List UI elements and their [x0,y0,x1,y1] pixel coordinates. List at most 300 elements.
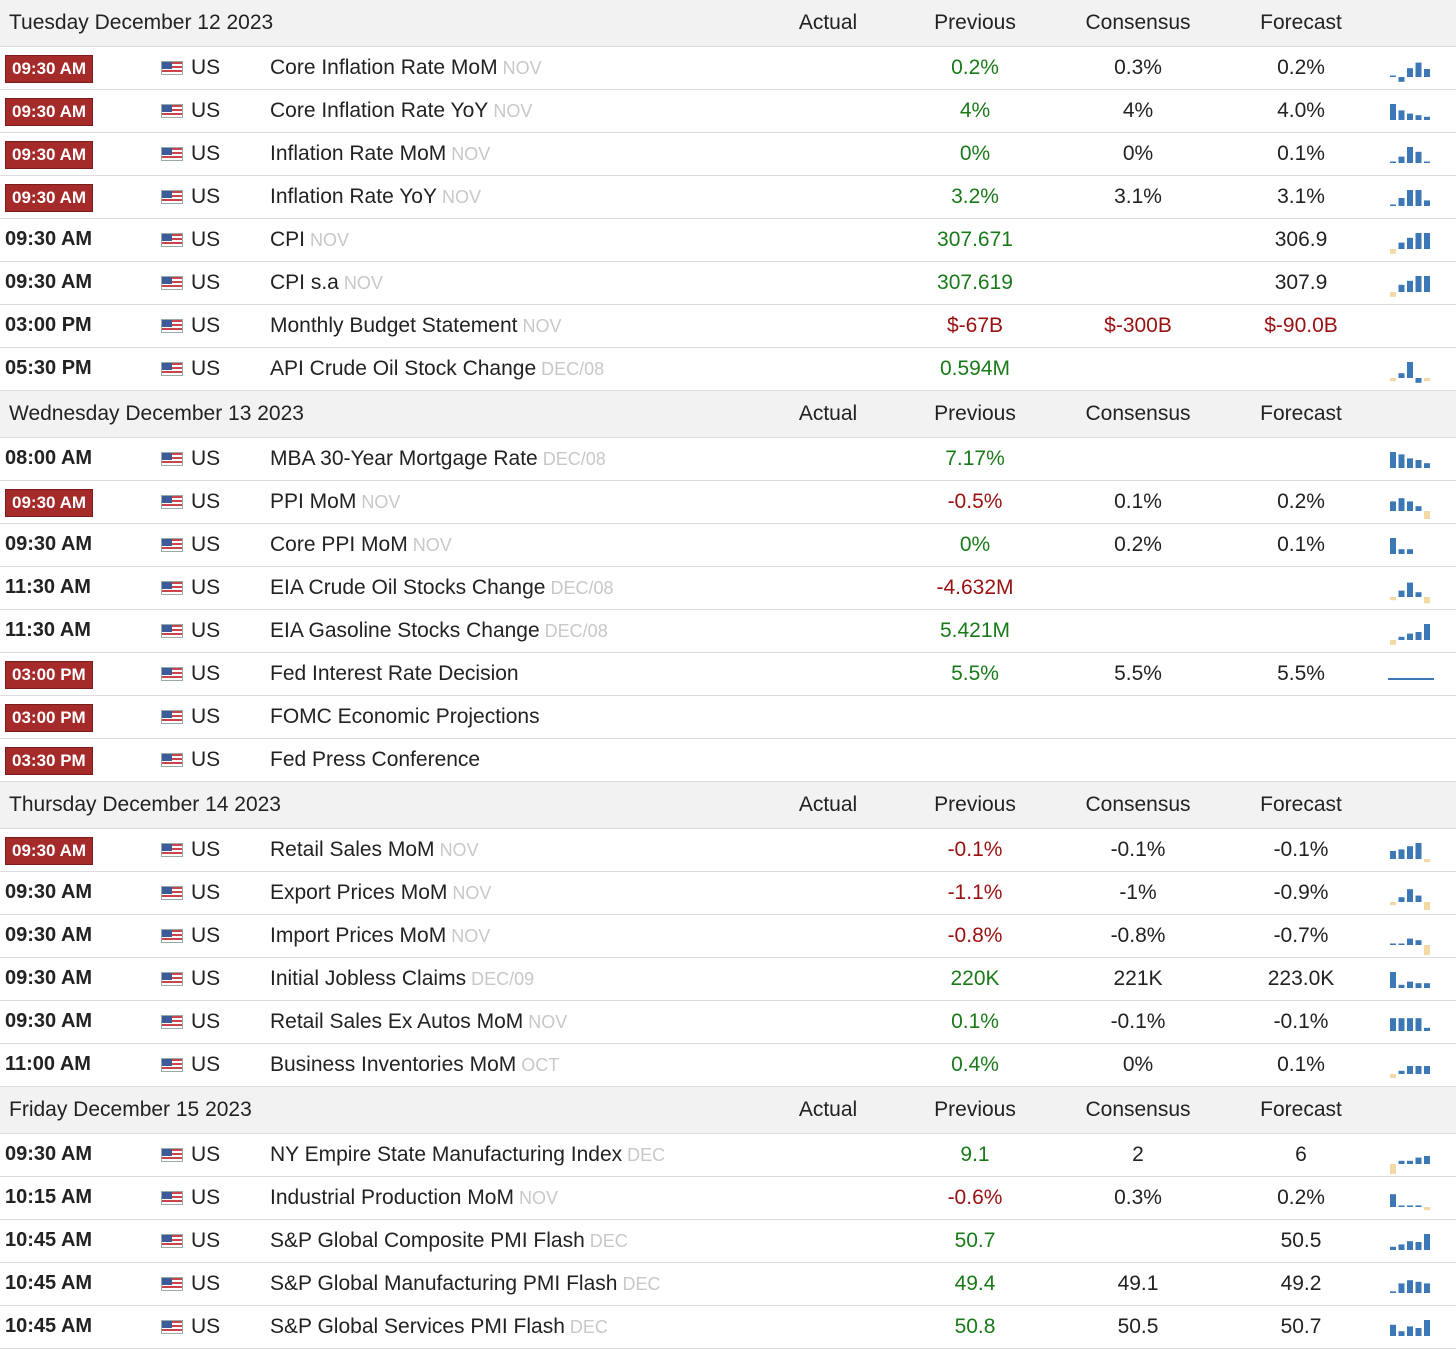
sparkline-bar [1416,896,1422,902]
event-country: US [191,271,221,294]
event-name[interactable] [270,619,608,643]
sparkline-bar [1407,889,1413,902]
sparkline-bar [1390,851,1396,859]
table-row[interactable] [0,305,1456,348]
event-name[interactable] [270,185,481,209]
forecast-value: 223.0K [1267,967,1335,990]
sparkline-bar [1399,637,1405,640]
sparkline-chart[interactable] [1388,438,1436,478]
event-time: 09:30 AM [5,881,93,903]
event-time: 09:30 AM [5,141,93,169]
event-country: US [191,1010,221,1033]
sparkline-bar [1407,982,1413,988]
sparkline-bar [1399,1331,1405,1336]
event-name-label: API Crude Oil Stock Change [270,357,537,380]
forecast-value: 49.2 [1280,1272,1322,1295]
event-name[interactable] [270,1010,567,1034]
sparkline-bar [1407,939,1413,945]
event-country: US [191,838,221,861]
us-flag-icon [161,1234,183,1248]
event-country: US [191,447,221,470]
consensus-value: -0.1% [1110,1010,1166,1033]
event-name-label: MBA 30-Year Mortgage Rate [270,447,538,470]
event-reference-period: NOV [452,883,492,903]
event-reference-period: DEC [627,1145,666,1165]
event-name[interactable] [270,748,480,772]
sparkline-bar [1416,940,1422,945]
sparkline-bar [1399,1283,1405,1293]
table-row[interactable] [0,1177,1456,1220]
sparkline-chart[interactable] [1388,133,1436,173]
sparkline-bar [1416,276,1422,292]
sparkline-bar [1407,549,1413,554]
sparkline-bar [1416,1282,1422,1293]
event-reference-period: DEC/08 [541,359,605,379]
column-header-actual[interactable]: Actual [798,11,858,34]
event-name[interactable] [270,576,614,600]
event-country: US [191,748,221,771]
table-row[interactable] [0,872,1456,915]
event-time: 11:30 AM [5,619,91,641]
event-name-label: S&P Global Composite PMI Flash [270,1229,585,1252]
table-row[interactable] [0,653,1456,696]
sparkline-chart[interactable] [1388,305,1436,345]
sparkline-bar [1399,549,1405,554]
sparkline-bar [1390,249,1396,254]
event-time: 10:45 AM [5,1272,93,1294]
event-reference-period: DEC/08 [544,621,608,641]
us-flag-icon [161,495,183,509]
us-flag-icon [161,581,183,595]
column-header-forecast[interactable]: Forecast [1260,402,1342,425]
event-country: US [191,662,221,685]
previous-value: -0.1% [947,838,1003,861]
sparkline-bar [1424,200,1430,206]
event-name[interactable] [270,142,490,166]
event-time: 09:30 AM [5,98,93,126]
day-date: Friday December 15 2023 [9,1098,252,1121]
sparkline-bar [1399,498,1405,511]
forecast-value: 0.1% [1277,142,1325,165]
sparkline-bar [1399,1161,1405,1164]
day-header [0,1087,1456,1134]
event-name[interactable] [270,357,604,381]
consensus-value: 0% [1122,142,1154,165]
sparkline-bar [1399,1071,1405,1074]
sparkline-bar [1407,147,1413,163]
sparkline-bar [1424,859,1430,862]
sparkline-bar [1416,152,1422,163]
event-name[interactable] [270,490,400,514]
previous-value: -0.8% [947,924,1003,947]
sparkline-chart[interactable] [1388,348,1436,388]
column-header-forecast[interactable]: Forecast [1260,11,1342,34]
event-name[interactable] [270,56,542,80]
forecast-value: $-90.0B [1264,314,1338,337]
sparkline-bar [1424,69,1430,77]
sparkline-chart[interactable] [1388,524,1436,564]
column-header-actual[interactable]: Actual [798,793,858,816]
sparkline-bar [1424,233,1430,249]
event-reference-period: NOV [528,1012,568,1032]
sparkline-bar [1399,897,1405,902]
event-country: US [191,185,221,208]
sparkline-bar [1390,597,1396,600]
event-reference-period: DEC [622,1274,661,1294]
sparkline-bar [1407,583,1413,597]
table-row[interactable] [0,524,1456,567]
consensus-value: -1% [1119,881,1157,904]
table-row[interactable] [0,348,1456,391]
event-name-label: EIA Gasoline Stocks Change [270,619,540,642]
sparkline-bar [1399,985,1405,988]
sparkline-bar [1407,238,1413,249]
event-reference-period: NOV [361,492,401,512]
table-row[interactable] [0,133,1456,176]
sparkline-chart[interactable] [1388,481,1436,521]
consensus-value: 4% [1122,99,1154,122]
sparkline-bar [1424,378,1430,381]
event-name-label: CPI s.a [270,271,339,294]
event-name[interactable] [270,447,606,471]
us-flag-icon [161,667,183,681]
sparkline-bar [1399,1018,1405,1031]
sparkline-bar [1424,1156,1430,1164]
event-country: US [191,705,221,728]
sparkline-bar [1416,190,1422,206]
column-header-consensus[interactable]: Consensus [1085,11,1191,34]
sparkline-bar [1416,1158,1422,1164]
sparkline-chart[interactable] [1388,90,1436,130]
event-name-label: Inflation Rate MoM [270,142,447,165]
sparkline-bar [1424,463,1430,468]
column-header-actual[interactable]: Actual [798,1098,858,1121]
forecast-value: 0.2% [1277,56,1325,79]
sparkline-chart[interactable] [1388,610,1436,650]
event-time: 09:30 AM [5,1010,93,1032]
event-reference-period: DEC/08 [542,449,606,469]
consensus-value: 0% [1122,1053,1154,1076]
event-time: 05:30 PM [5,357,92,379]
us-flag-icon [161,190,183,204]
event-name[interactable] [270,1229,628,1253]
sparkline-bar [1407,1018,1413,1031]
table-row[interactable] [0,610,1456,653]
sparkline-bar [1399,373,1405,378]
event-reference-period: DEC [589,1231,628,1251]
table-row[interactable] [0,219,1456,262]
event-country: US [191,314,221,337]
event-name-label: Initial Jobless Claims [270,967,467,990]
sparkline-chart[interactable] [1388,872,1436,912]
event-country: US [191,142,221,165]
consensus-value: -0.8% [1110,924,1166,947]
sparkline-chart[interactable] [1388,739,1436,779]
us-flag-icon [161,276,183,290]
sparkline-bar [1407,458,1413,468]
sparkline-bar [1407,1161,1413,1164]
sparkline-bar [1399,285,1405,292]
previous-value: 307.671 [937,228,1013,251]
sparkline-chart[interactable] [1388,915,1436,955]
table-row[interactable] [0,915,1456,958]
sparkline-chart[interactable] [1388,176,1436,216]
event-reference-period: NOV [343,273,383,293]
table-row[interactable] [0,1263,1456,1306]
column-header-actual[interactable]: Actual [798,402,858,425]
us-flag-icon [161,886,183,900]
consensus-value: 221K [1113,967,1163,990]
sparkline-bar [1390,501,1396,511]
sparkline-bar [1424,162,1430,164]
event-name-label: PPI MoM [270,490,357,513]
sparkline-bar [1407,190,1413,206]
event-name-label: Fed Press Conference [270,748,481,771]
sparkline-chart[interactable] [1388,1177,1436,1217]
event-country: US [191,1143,221,1166]
column-header-previous[interactable]: Previous [934,793,1016,816]
forecast-value: -0.9% [1273,881,1329,904]
sparkline-bar [1390,162,1396,164]
column-header-consensus[interactable]: Consensus [1085,402,1191,425]
event-name[interactable] [270,228,349,252]
sparkline-bar [1416,843,1422,859]
sparkline-bar [1416,983,1422,988]
table-row[interactable] [0,47,1456,90]
column-header-previous[interactable]: Previous [934,11,1016,34]
sparkline-bar [1390,452,1396,468]
event-reference-period: NOV [451,926,491,946]
sparkline-bar [1399,110,1405,120]
table-row[interactable] [0,481,1456,524]
table-row[interactable] [0,262,1456,305]
previous-value: -0.6% [947,1186,1003,1209]
sparkline-chart[interactable] [1388,653,1436,693]
table-row[interactable] [0,176,1456,219]
event-name[interactable] [270,967,534,991]
sparkline-bar [1407,68,1413,77]
sparkline-bar [1390,1018,1396,1031]
sparkline-chart[interactable] [1388,829,1436,869]
sparkline-chart[interactable] [1388,1306,1436,1346]
consensus-value: 50.5 [1117,1315,1159,1338]
sparkline-bar [1390,1291,1396,1293]
sparkline-chart[interactable] [1388,262,1436,302]
table-row[interactable] [0,829,1456,872]
event-name-label: S&P Global Manufacturing PMI Flash [270,1272,618,1295]
sparkline-bar [1390,972,1396,988]
sparkline-bar [1407,281,1413,292]
event-country: US [191,56,221,79]
event-name[interactable] [270,314,562,338]
event-time: 09:30 AM [5,184,93,212]
event-time: 08:00 AM [5,447,93,469]
column-header-forecast[interactable]: Forecast [1260,793,1342,816]
us-flag-icon [161,1015,183,1029]
event-name[interactable] [270,533,452,557]
previous-value: 5.421M [939,619,1011,642]
table-row[interactable] [0,1306,1456,1349]
us-flag-icon [161,362,183,376]
event-name[interactable] [270,1053,559,1077]
previous-value: 7.17% [945,447,1005,470]
event-name-label: Fed Interest Rate Decision [270,662,519,685]
sparkline-chart[interactable] [1388,1001,1436,1041]
event-time: 11:00 AM [5,1053,91,1075]
event-time: 09:30 AM [5,489,93,517]
event-name[interactable] [270,1272,660,1296]
forecast-value: -0.1% [1273,1010,1329,1033]
sparkline-chart[interactable] [1388,1263,1436,1303]
event-country: US [191,881,221,904]
event-reference-period: NOV [518,1188,558,1208]
sparkline-bar [1416,378,1422,383]
consensus-value: 2 [1132,1143,1144,1166]
previous-value: 0.4% [951,1053,999,1076]
sparkline-bar [1416,460,1422,468]
event-time: 09:30 AM [5,271,93,293]
event-name-label: NY Empire State Manufacturing Index [270,1143,623,1166]
sparkline-bar [1424,1320,1430,1336]
previous-value: 220K [950,967,1000,990]
column-header-forecast[interactable]: Forecast [1260,1098,1342,1121]
event-name-label: EIA Crude Oil Stocks Change [270,576,546,599]
us-flag-icon [161,1058,183,1072]
forecast-value: 3.1% [1277,185,1325,208]
sparkline-bar [1407,1280,1413,1293]
consensus-value: $-300B [1104,314,1172,337]
event-name[interactable] [270,1143,665,1167]
sparkline-chart[interactable] [1388,1220,1436,1260]
event-country: US [191,228,221,251]
previous-value: -0.5% [947,490,1003,513]
us-flag-icon [161,538,183,552]
column-header-previous[interactable]: Previous [934,402,1016,425]
event-country: US [191,1272,221,1295]
event-name[interactable] [270,99,532,123]
event-country: US [191,924,221,947]
event-country: US [191,619,221,642]
sparkline-bar [1390,1325,1396,1336]
event-name[interactable] [270,1186,558,1210]
us-flag-icon [161,1277,183,1291]
event-name[interactable] [270,662,519,686]
sparkline-chart[interactable] [1388,1044,1436,1084]
table-row[interactable] [0,90,1456,133]
sparkline-bar [1424,902,1430,910]
previous-value: 0% [959,142,991,165]
day-header [0,782,1456,829]
sparkline-bar [1407,634,1413,640]
event-reference-period: NOV [502,58,542,78]
sparkline-bar [1407,1206,1413,1208]
event-time: 10:45 AM [5,1229,93,1251]
event-name[interactable] [270,838,479,862]
sparkline-bar [1399,77,1405,82]
sparkline-bar [1407,362,1413,378]
table-row[interactable] [0,1001,1456,1044]
table-row[interactable] [0,1220,1456,1263]
table-row[interactable] [0,739,1456,782]
table-row[interactable] [0,1044,1456,1087]
table-row[interactable] [0,958,1456,1001]
sparkline-bar [1407,1241,1413,1250]
sparkline-bar [1424,117,1430,120]
sparkline-bar [1399,243,1405,249]
sparkline-chart[interactable] [1388,696,1436,736]
sparkline-chart[interactable] [1388,47,1436,87]
event-reference-period: NOV [522,316,562,336]
table-row[interactable] [0,696,1456,739]
event-reference-period: DEC/09 [471,969,535,989]
previous-value: $-67B [946,314,1004,337]
table-row[interactable] [0,1134,1456,1177]
event-name-label: Industrial Production MoM [270,1186,514,1209]
sparkline-bar [1399,591,1405,597]
event-time: 09:30 AM [5,533,93,555]
column-header-consensus[interactable]: Consensus [1085,793,1191,816]
previous-value: 50.7 [954,1229,996,1252]
forecast-value: -0.7% [1273,924,1329,947]
sparkline-chart[interactable] [1388,1134,1436,1174]
column-header-consensus[interactable]: Consensus [1085,1098,1191,1121]
us-flag-icon [161,233,183,247]
table-row[interactable] [0,438,1456,481]
sparkline-bar [1390,1164,1396,1174]
sparkline-chart[interactable] [1388,219,1436,259]
sparkline-bar [1416,1066,1422,1074]
sparkline-bar [1424,983,1430,988]
sparkline-bar [1424,597,1430,603]
event-name[interactable] [270,924,490,948]
event-name-label: Retail Sales MoM [270,838,435,861]
sparkline-bar [1390,944,1396,946]
event-time: 09:30 AM [5,837,93,865]
day-header [0,391,1456,438]
previous-value: 5.5% [951,662,999,685]
sparkline-bar [1399,157,1405,163]
consensus-value: 5.5% [1114,662,1162,685]
table-row[interactable] [0,567,1456,610]
event-time: 03:00 PM [5,704,93,732]
event-name[interactable] [270,271,383,295]
us-flag-icon [161,319,183,333]
sparkline-chart[interactable] [1388,567,1436,607]
us-flag-icon [161,61,183,75]
event-name[interactable] [270,881,491,905]
us-flag-icon [161,104,183,118]
event-name[interactable] [270,1315,608,1339]
event-reference-period: DEC/08 [550,578,614,598]
event-reference-period: NOV [412,535,452,555]
us-flag-icon [161,929,183,943]
event-name-label: Core PPI MoM [270,533,408,556]
forecast-value: 5.5% [1277,662,1325,685]
forecast-value: 0.2% [1277,490,1325,513]
event-name[interactable] [270,705,540,729]
sparkline-bar [1424,1234,1430,1250]
us-flag-icon [161,147,183,161]
sparkline-bar [1424,1283,1430,1293]
previous-value: 0.2% [951,56,999,79]
column-header-previous[interactable]: Previous [934,1098,1016,1121]
us-flag-icon [161,1148,183,1162]
consensus-value: 0.1% [1114,490,1162,513]
sparkline-chart[interactable] [1388,958,1436,998]
event-name-label: Retail Sales Ex Autos MoM [270,1010,524,1033]
event-country: US [191,967,221,990]
day-date: Thursday December 14 2023 [9,793,281,816]
